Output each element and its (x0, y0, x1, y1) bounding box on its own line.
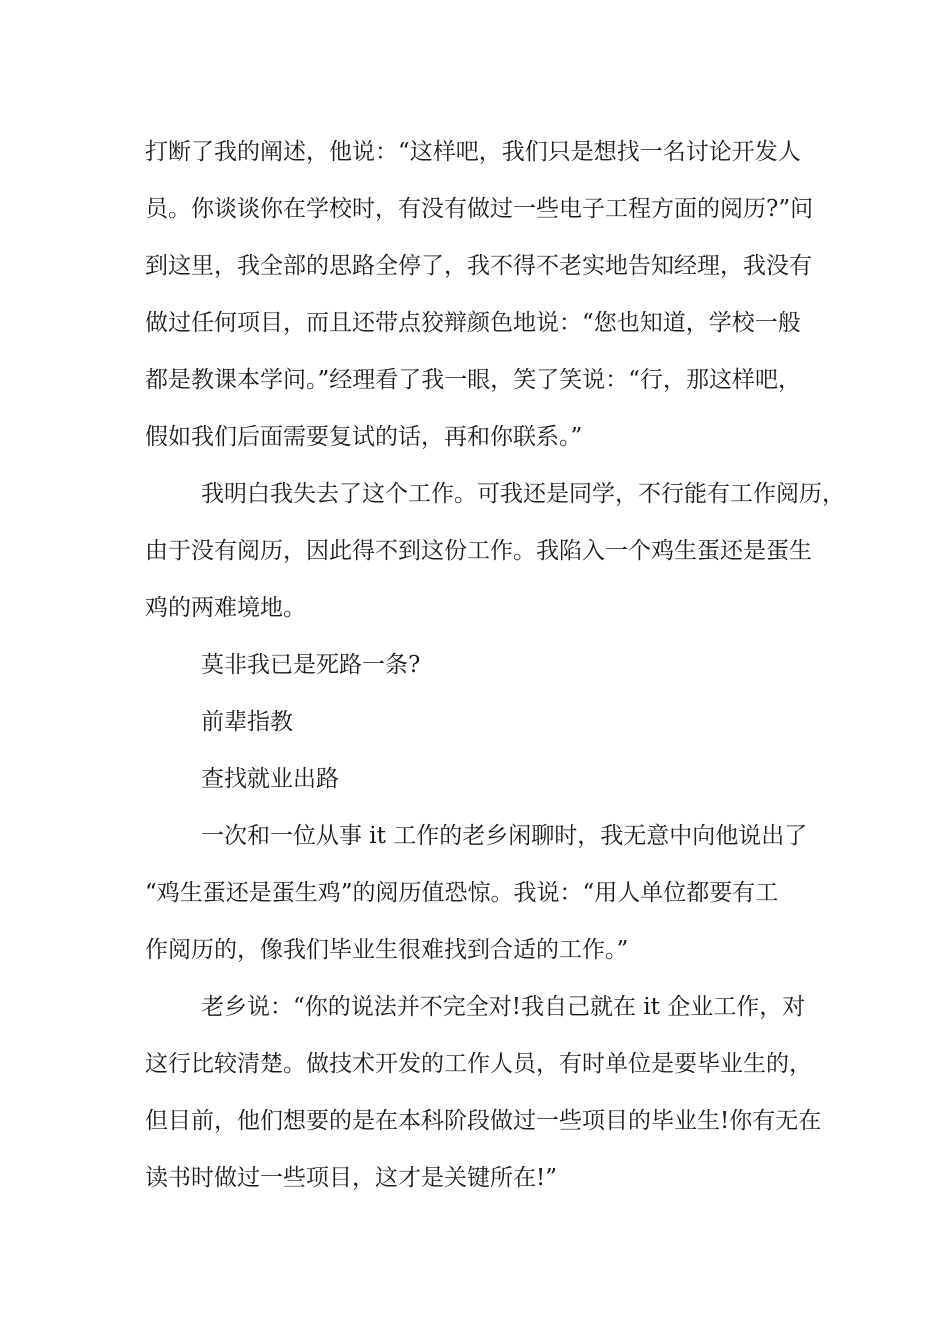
paragraph (145, 466, 845, 637)
text-line: 由于没有阅历，因此得不到这份工作。我陷入一个鸡生蛋还是蛋生 (145, 538, 812, 564)
paragraph (145, 124, 825, 466)
text-line: 作阅历的，像我们毕业生很难找到合适的工作。” (145, 937, 629, 963)
text-line: 但目前，他们想要的是在本科阶段做过一些项目的毕业生!你有无在 (145, 1108, 822, 1134)
text-line: 读书时做过一些项目，这才是关键所在!” (145, 1165, 558, 1191)
paragraph (145, 637, 825, 694)
text-line: 我明白我失去了这个工作。可我还是同学，不行能有工作阅历， (201, 481, 845, 507)
text-line: 都是教课本学问。”经理看了我一眼，笑了笑说：“行，那这样吧， (145, 367, 802, 393)
paragraph (145, 808, 825, 979)
text-line: 鸡的两难境地。 (145, 595, 306, 621)
text-line: 打断了我的阐述，他说：“这样吧，我们只是想找一名讨论开发人 (145, 139, 801, 165)
text-line: 莫非我已是死路一条? (201, 652, 421, 678)
text-line: 假如我们后面需要复试的话，再和你联系。” (145, 424, 583, 450)
text-line: 查找就业出路 (201, 766, 339, 792)
text-line: 一次和一位从事 it 工作的老乡闲聊时，我无意中向他说出了 (201, 823, 808, 849)
text-line: 老乡说：“你的说法并不完全对!我自己就在 it 企业工作，对 (201, 994, 806, 1020)
text-line: 这行比较清楚。做技术开发的工作人员，有时单位是要毕业生的， (145, 1051, 812, 1077)
paragraph (145, 979, 825, 1207)
text-line: “鸡生蛋还是蛋生鸡”的阅历值恐惊。我说：“用人单位都要有工 (145, 880, 779, 906)
body-text (145, 124, 845, 1207)
text-line: 员。你谈谈你在学校时，有没有做过一些电子工程方面的阅历?”问 (145, 196, 814, 222)
section-heading (145, 694, 825, 751)
section-heading (145, 751, 825, 808)
text-line: 做过任何项目，而且还带点狡辩颜色地说：“您也知道，学校一般 (145, 310, 801, 336)
text-line: 前辈指教 (201, 709, 293, 735)
text-line: 到这里，我全部的思路全停了，我不得不老实地告知经理，我没有 (145, 253, 812, 279)
